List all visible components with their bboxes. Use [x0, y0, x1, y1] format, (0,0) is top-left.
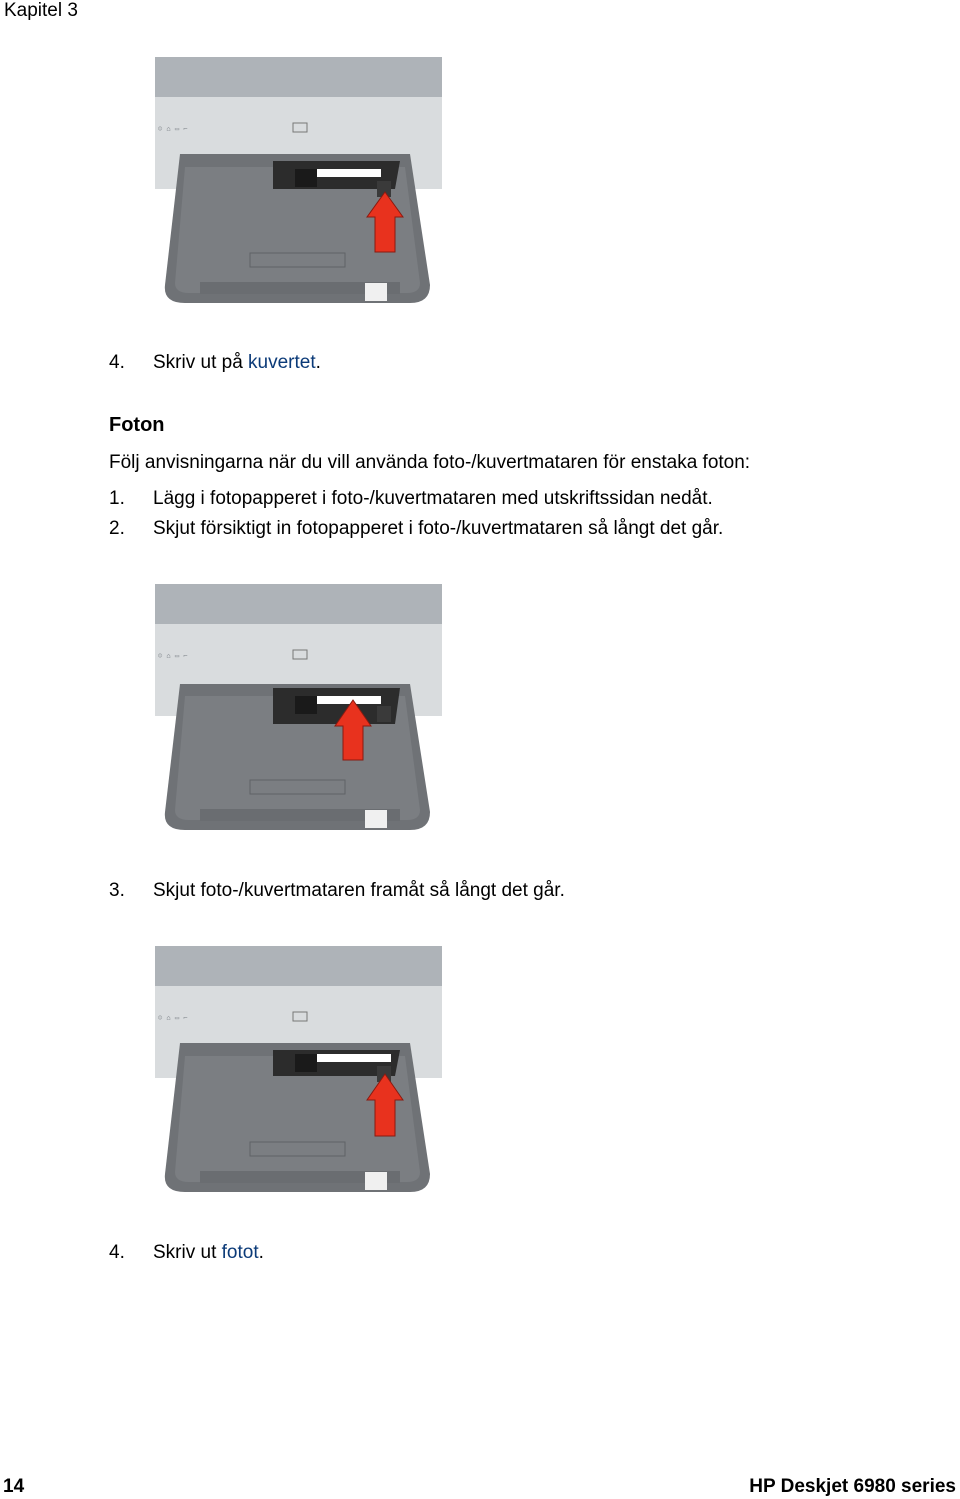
- step-text: Skriv ut på: [153, 352, 249, 373]
- printer-feeder-illustration-2: [155, 584, 442, 832]
- photo-link[interactable]: fotot: [221, 1242, 259, 1263]
- step-2: [109, 518, 723, 540]
- step-number: 1.: [109, 488, 125, 509]
- svg-text:☺ ⌂ ▭ ⌐: ☺ ⌂ ▭ ⌐: [158, 125, 188, 133]
- printer-illustration: [155, 57, 442, 305]
- step-text: Skriv ut: [153, 1242, 222, 1263]
- step-envelope-print: [109, 352, 321, 374]
- step-number: 4.: [109, 1242, 125, 1263]
- step-number: 3.: [109, 880, 125, 901]
- printer-feeder-illustration-3: [155, 946, 442, 1194]
- page-number: 14: [3, 1476, 25, 1497]
- step-text-end: .: [258, 1242, 264, 1263]
- step-text: Lägg i fotopapperet i foto-/kuvertmataren med utskriftssidan nedåt.: [153, 488, 713, 509]
- envelope-link[interactable]: kuvertet: [248, 352, 316, 373]
- section-heading: Foton: [109, 414, 165, 436]
- printer-illustration: [155, 946, 442, 1194]
- printer-illustration: [155, 584, 442, 832]
- printer-feeder-illustration-1: [155, 57, 442, 305]
- step-3: [109, 880, 565, 902]
- step-number: 2.: [109, 518, 125, 539]
- svg-text:☺ ⌂ ▭ ⌐: ☺ ⌂ ▭ ⌐: [158, 652, 188, 660]
- step-photo-print: [109, 1242, 264, 1264]
- chapter-label: Kapitel 3: [4, 0, 78, 21]
- step-number: 4.: [109, 352, 125, 373]
- step-text: Skjut försiktigt in fotopapperet i foto-/kuvertmataren så långt det går.: [153, 518, 724, 539]
- step-1: [109, 488, 713, 510]
- intro-text: Följ anvisningarna när du vill använda foto-/kuvertmataren för enstaka foton:: [109, 452, 751, 473]
- svg-text:☺ ⌂ ▭ ⌐: ☺ ⌂ ▭ ⌐: [158, 1014, 188, 1022]
- product-name: HP Deskjet 6980 series: [749, 1476, 956, 1497]
- step-text: Skjut foto-/kuvertmataren framåt så långt det går.: [153, 880, 565, 901]
- step-text-end: .: [315, 352, 321, 373]
